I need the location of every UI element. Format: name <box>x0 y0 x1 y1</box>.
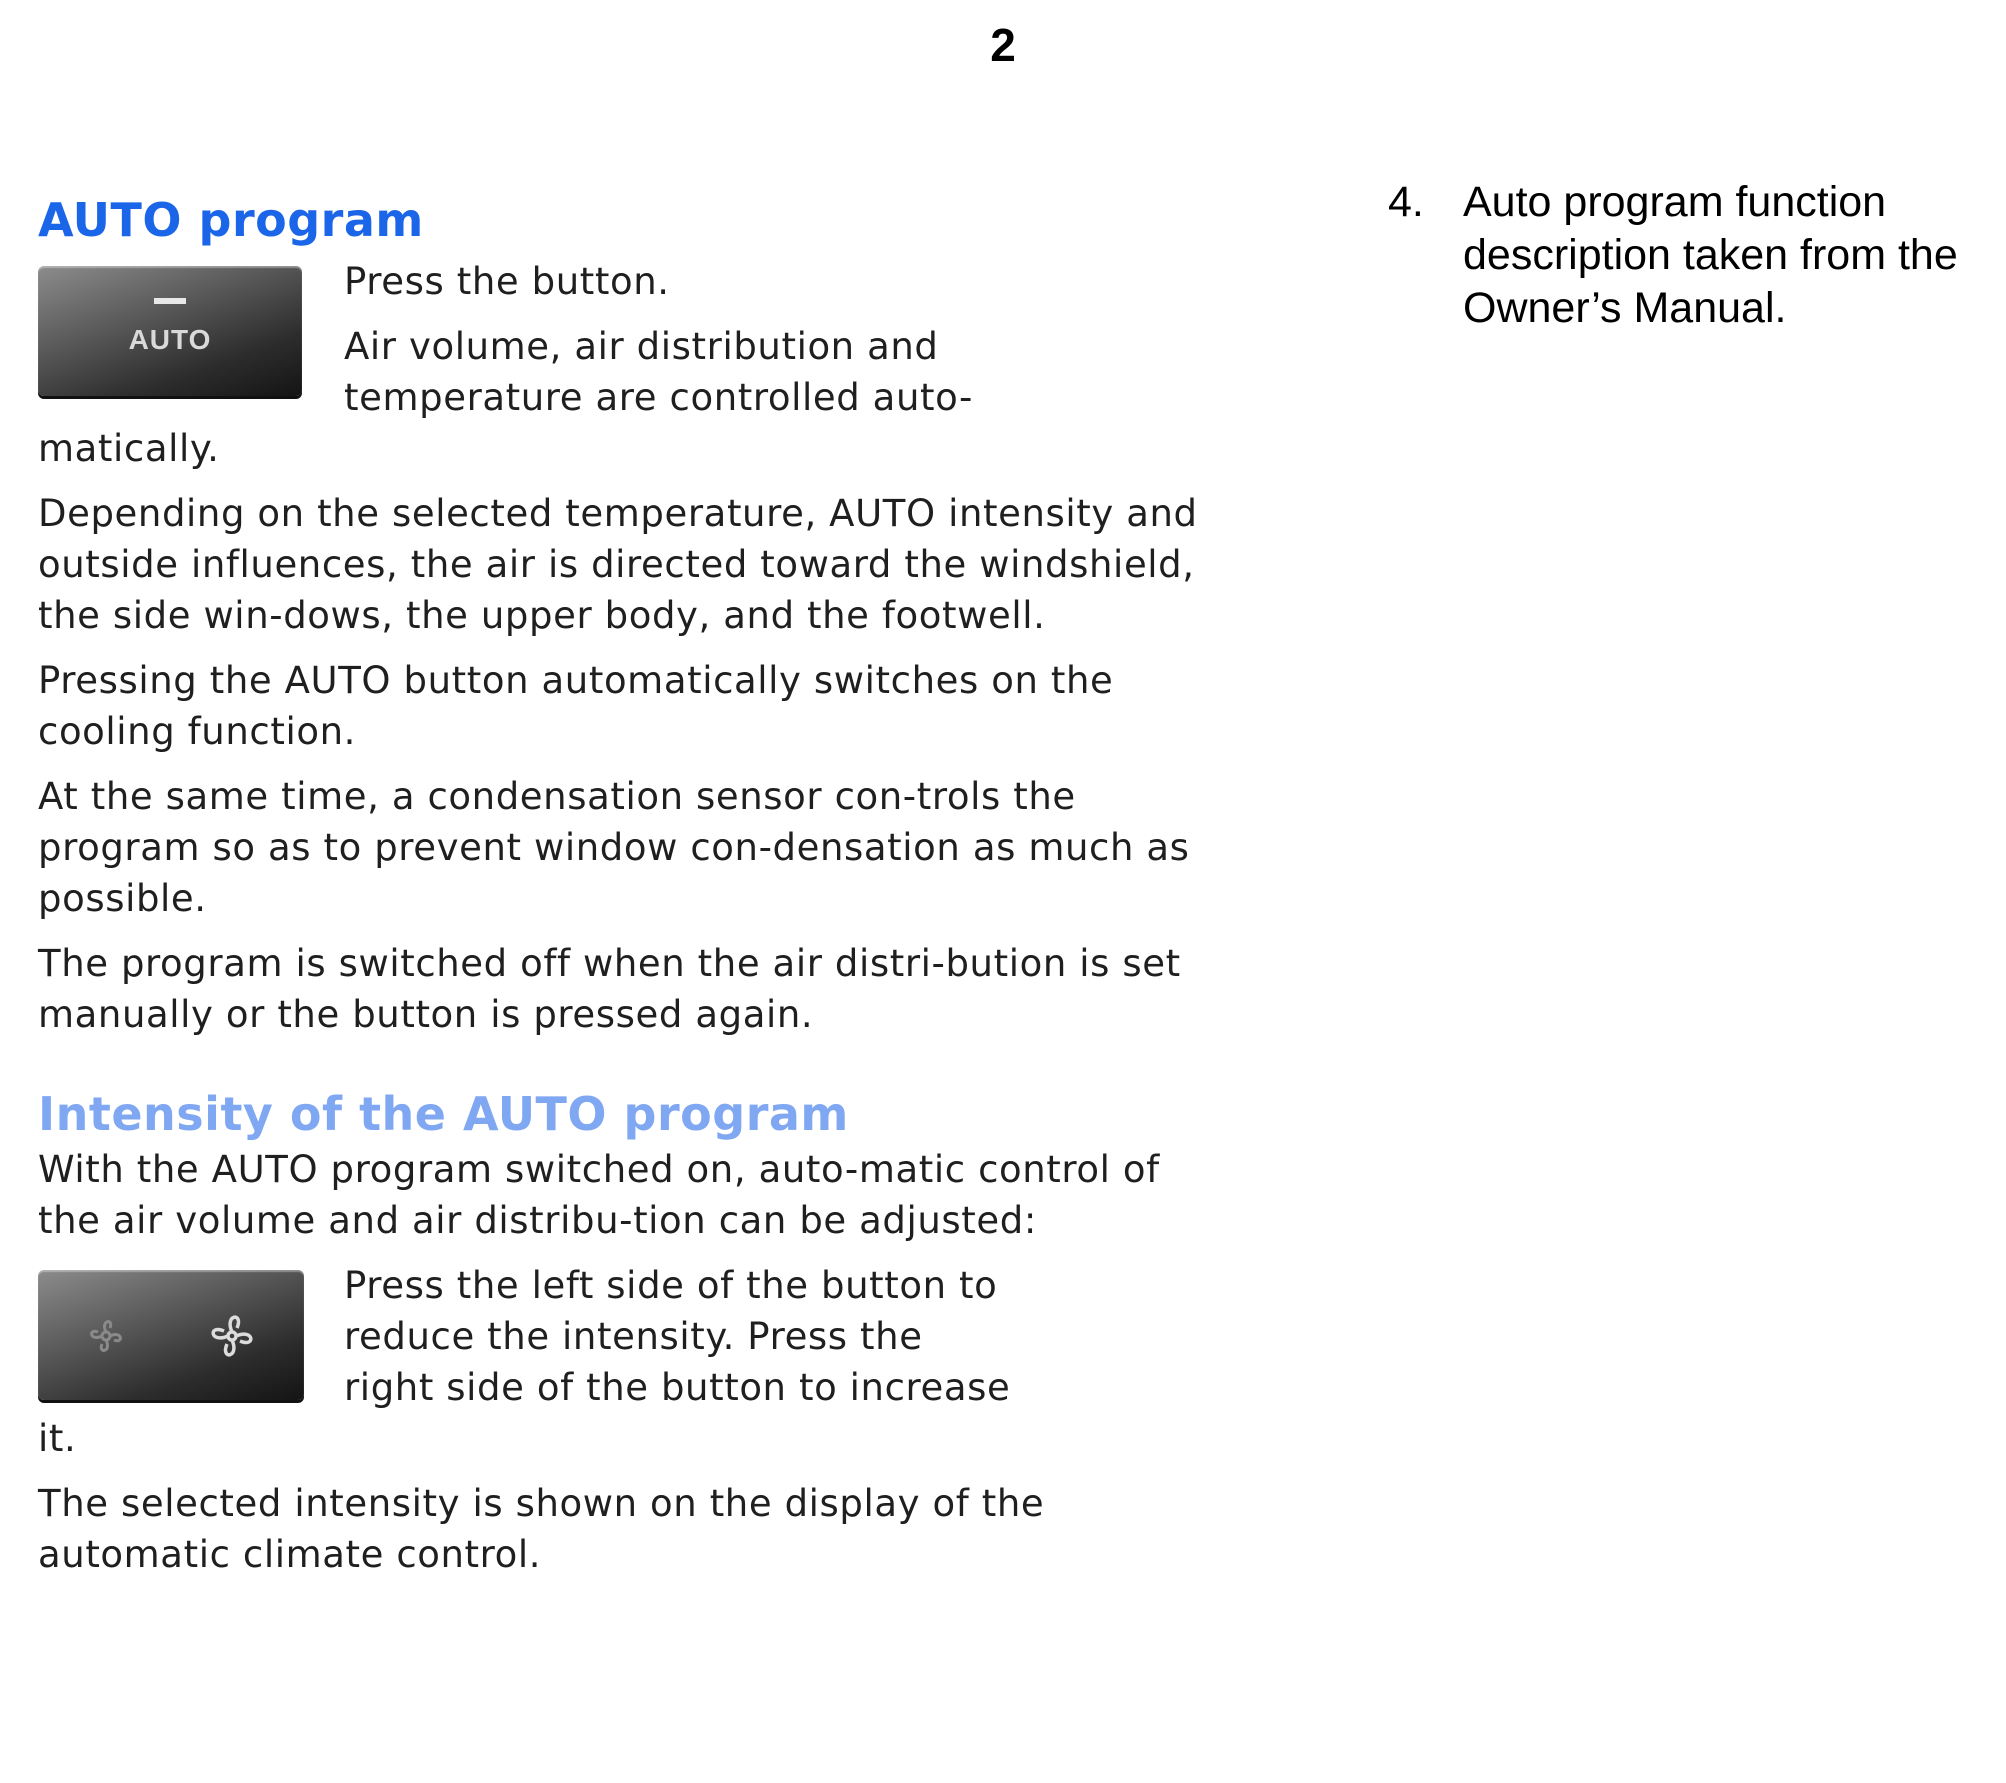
fan-small-icon <box>80 1310 132 1362</box>
paragraph-switch-off: The program is switched off when the air distri-bution is set manually or the button is pressed again. <box>38 942 1181 1036</box>
note-item <box>1388 176 1988 335</box>
paragraph-intensity-intro: With the AUTO program switched on, auto-matic control of the air volume and air distribu-tion can be adjusted: <box>38 1148 1160 1242</box>
press-text-line-1: Press the left side of the button to <box>344 1264 998 1307</box>
air-text-line-1: Air volume, air distribution and <box>344 325 939 368</box>
intensity-figure-row <box>38 1260 1198 1413</box>
press-text-continued: it. <box>38 1417 77 1460</box>
auto-figure-text <box>344 256 1198 423</box>
auto-figure-row <box>38 256 1198 423</box>
indicator-dash <box>154 298 186 304</box>
paragraph-display: The selected intensity is shown on the display of the automatic climate control. <box>38 1482 1045 1576</box>
air-text-line-2: temperature are controlled auto- <box>344 376 973 419</box>
notes-list <box>1388 176 1988 335</box>
paragraph-cooling: Pressing the AUTO button automatically switches on the cooling function. <box>38 659 1114 753</box>
page-number: 2 <box>990 19 1016 71</box>
fan-large-icon <box>206 1310 258 1362</box>
press-text-line-2: reduce the intensity. Press the <box>344 1315 923 1358</box>
intensity-button-icon <box>38 1270 304 1400</box>
note-text: Auto program function description taken from the Owner’s Manual. <box>1463 178 1958 332</box>
note-number: 4. <box>1388 178 1424 226</box>
intensity-figure-text <box>344 1260 1198 1413</box>
paragraph-condensation: At the same time, a condensation sensor con-trols the program so as to prevent window con-densation as much as possible. <box>38 775 1190 920</box>
auto-button-icon <box>38 266 302 396</box>
section-title-auto-program: AUTO program <box>38 193 424 247</box>
manual-excerpt <box>38 190 1198 1594</box>
press-instruction: Press the button. <box>344 260 670 303</box>
auto-button-label: AUTO <box>128 324 212 355</box>
section-title-intensity: Intensity of the AUTO program <box>38 1087 849 1141</box>
press-text-line-3: right side of the button to increase <box>344 1366 1011 1409</box>
air-text-continued: matically. <box>38 427 220 470</box>
paragraph-air-direction: Depending on the selected temperature, AUTO intensity and outside influences, the air is directed toward the windshield, the side win-dows, the upper body, and the footwell. <box>38 492 1198 637</box>
